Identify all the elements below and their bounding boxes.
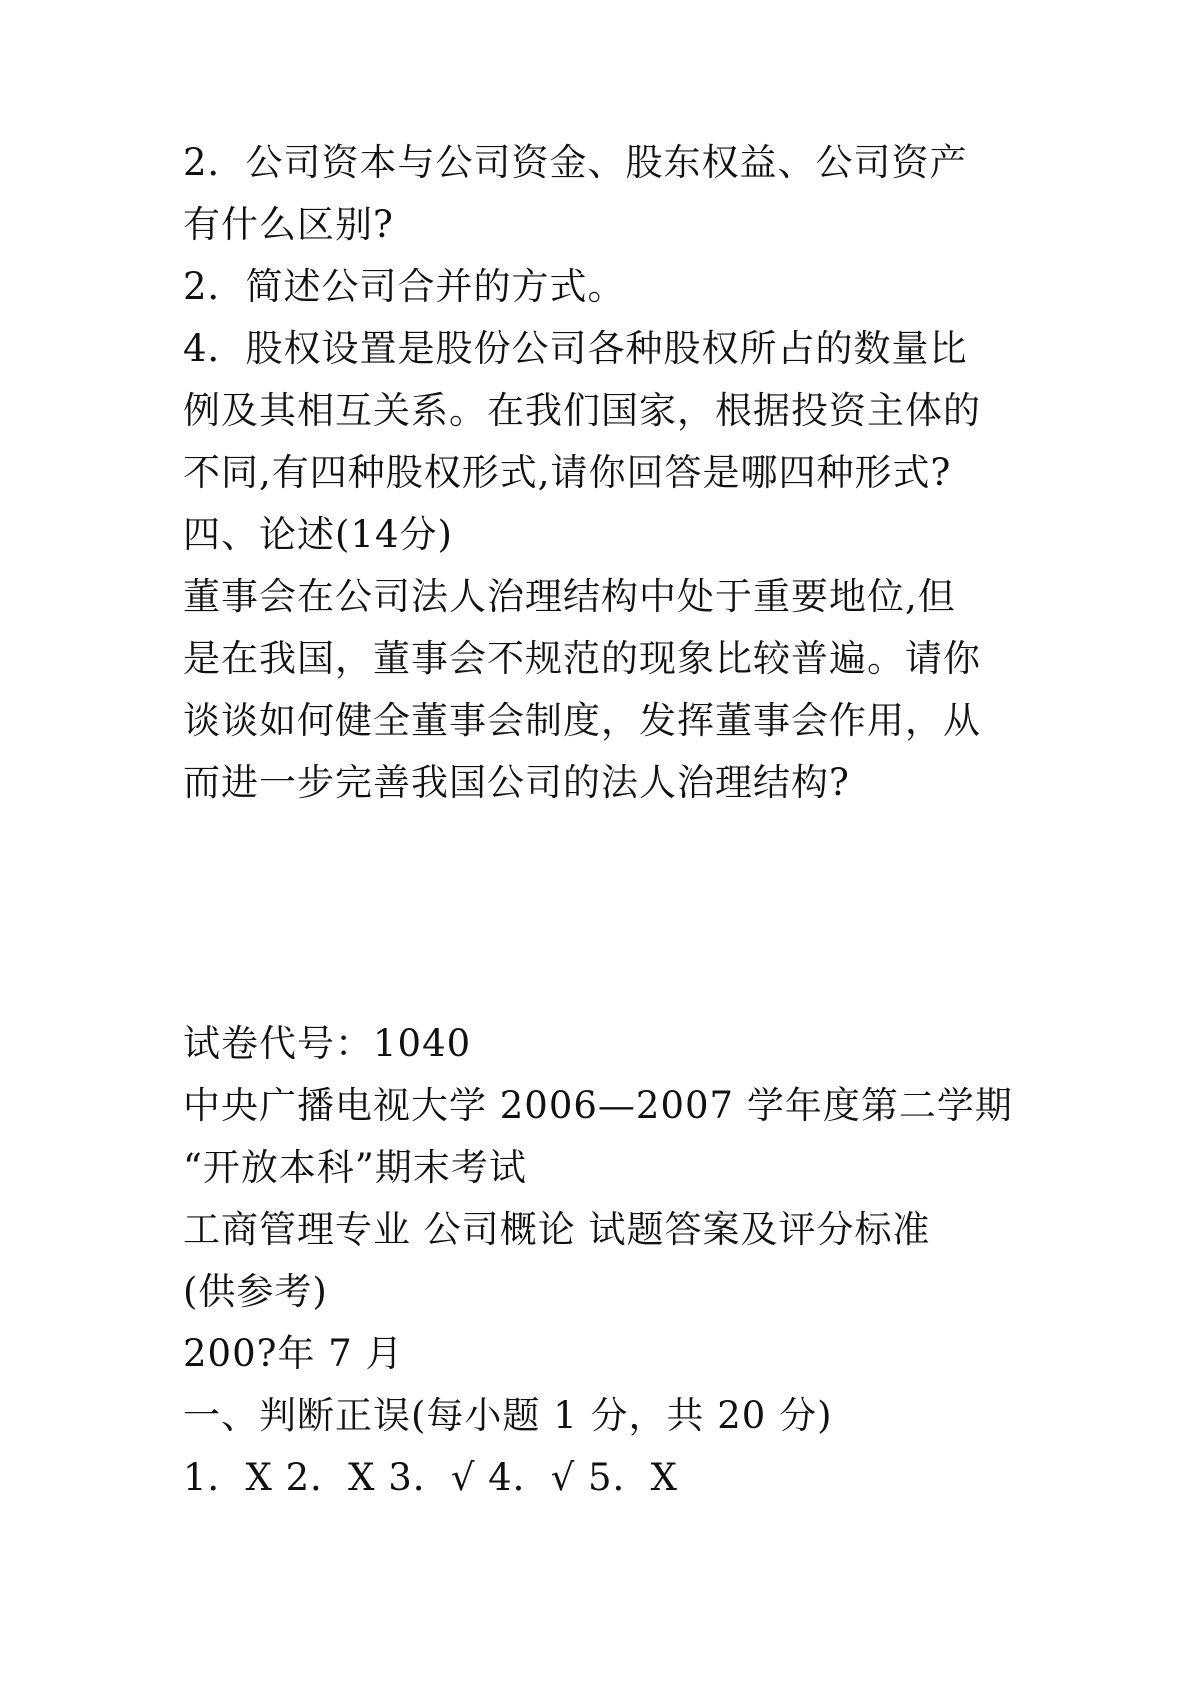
question-4-line-2: 例及其相互关系。在我们国家，根据投资主体的 <box>183 389 981 432</box>
answer-key-header <box>183 1013 1023 1509</box>
university-term: 中央广播电视大学 2006—2007 学年度第二学期 <box>183 1084 1013 1127</box>
questions-section <box>183 132 1023 814</box>
question-2-line-2: 有什么区别? <box>183 203 394 246</box>
reference-note: (供参考) <box>183 1270 328 1313</box>
essay-question-line-2: 是在我国，董事会不规范的现象比较普遍。请你 <box>183 637 981 680</box>
exam-date: 200?年 7 月 <box>183 1332 404 1375</box>
section-1-heading: 一、判断正误(每小题 1 分，共 20 分) <box>183 1394 833 1437</box>
question-4-line-3: 不同,有四种股权形式,请你回答是哪四种形式? <box>183 451 952 494</box>
exam-type: “开放本科”期末考试 <box>183 1146 527 1189</box>
answers-1-5: 1．X 2．X 3．√ 4．√ 5．X <box>183 1456 678 1499</box>
course-title: 工商管理专业 公司概论 试题答案及评分标准 <box>183 1208 931 1251</box>
essay-question-line-1: 董事会在公司法人治理结构中处于重要地位,但 <box>183 575 956 618</box>
question-merger: 2．简述公司合并的方式。 <box>183 265 626 308</box>
essay-question-line-4: 而进一步完善我国公司的法人治理结构? <box>183 761 850 804</box>
question-2-line-1: 2．公司资本与公司资金、股东权益、公司资产 <box>183 141 968 184</box>
essay-question-line-3: 谈谈如何健全董事会制度，发挥董事会作用，从 <box>183 699 981 742</box>
essay-section-heading: 四、论述(14分) <box>183 513 453 556</box>
question-4-line-1: 4．股权设置是股份公司各种股权所占的数量比 <box>183 327 968 370</box>
exam-code: 试卷代号：1040 <box>183 1022 472 1065</box>
